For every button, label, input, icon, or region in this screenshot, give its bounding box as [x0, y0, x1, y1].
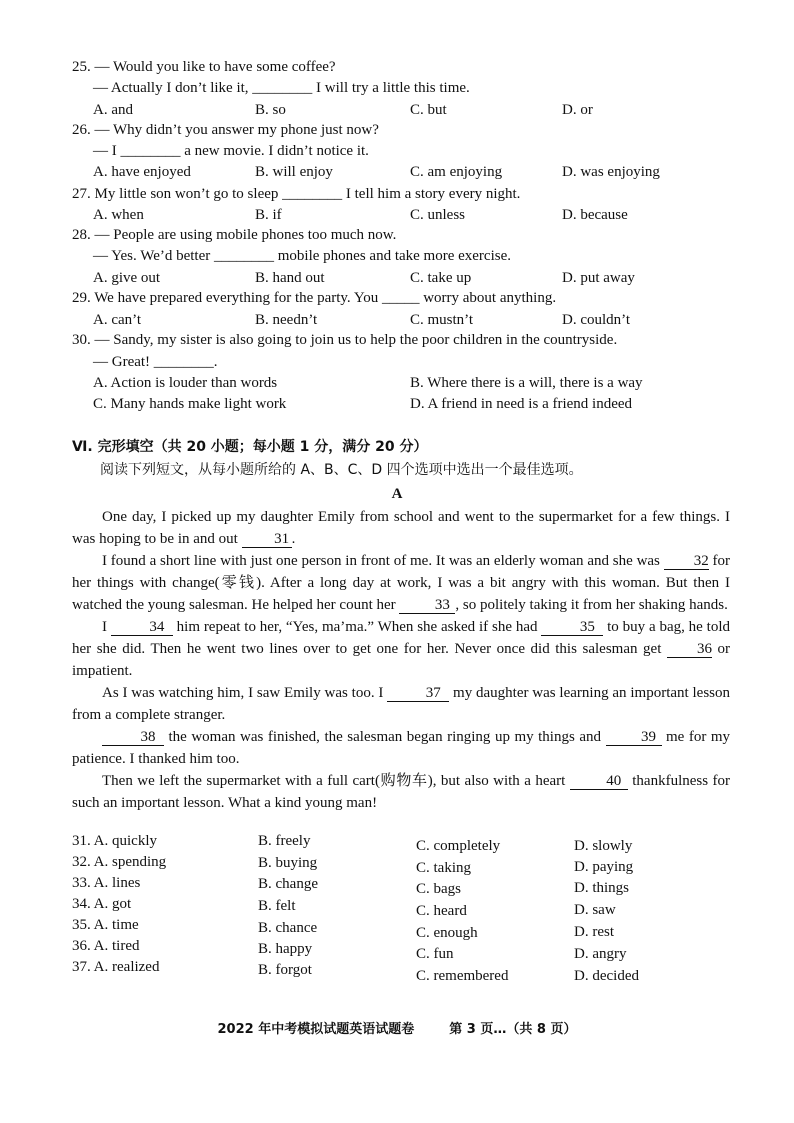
q29-option-b: B. needn’t: [255, 312, 318, 328]
q25-option-c: C. but: [410, 102, 447, 118]
section-instruction: 阅读下列短文，从每小题所给的 A、B、C、D 四个选项中选出一个最佳选项。: [100, 462, 583, 478]
passage-paragraph-6: [72, 770, 730, 814]
q26-stem: 26. — Why didn’t you answer my phone just now?: [72, 122, 379, 138]
p2-text-a: I found a short line with just one person in front of me. It was an elderly woman and she was: [102, 553, 660, 569]
p6-text-a: Then we left the supermarket with a full cart(购物车), but also with a heart: [102, 773, 566, 789]
blank-34: 34: [111, 619, 173, 636]
q29-option-c: C. mustn’t: [410, 312, 474, 328]
q28-option-c: C. take up: [410, 270, 472, 286]
q27-option-d: D. because: [562, 207, 628, 223]
q31-option-b: B. freely: [258, 833, 311, 849]
page-footer: [0, 1018, 794, 1037]
q30-option-b: B. Where there is a will, there is a way: [410, 375, 643, 391]
q34-option-a: 34. A. got: [72, 896, 132, 912]
p5-text-a: the woman was finished, the salesman began ringing up my things and: [168, 729, 601, 745]
q32-option-c: C. taking: [416, 860, 471, 876]
q25-option-b: B. so: [255, 102, 286, 118]
q34-option-d: D. saw: [574, 902, 616, 918]
q25-stem-2: — Actually I don’t like it, ________ I will try a little this time.: [93, 80, 470, 96]
q26-option-a: A. have enjoyed: [93, 164, 191, 180]
p6-text-b: thankfulness for such an important lesson. What a kind young man!: [72, 773, 731, 811]
q31-option-a: 31. A. quickly: [72, 833, 157, 849]
p2-text-b: for her things with change(零钱). After a long day at work, I was a bit angry with this woman. But then I watched the young salesman. He helped her count her: [72, 553, 730, 613]
passage-paragraph-1: [72, 506, 730, 550]
blank-32: 32: [664, 553, 709, 570]
q30-stem-2: — Great! ________.: [93, 354, 218, 370]
q36-option-d: D. angry: [574, 946, 627, 962]
q36-option-a: 36. A. tired: [72, 938, 140, 954]
q33-option-d: D. things: [574, 880, 630, 896]
q27-option-a: A. when: [93, 207, 144, 223]
section-title: Ⅵ. 完形填空（共 20 小题；每小题 1 分，满分 20 分）: [72, 439, 428, 455]
q26-option-b: B. will enjoy: [255, 164, 333, 180]
blank-37: 37: [387, 685, 449, 702]
q26-option-d: D. was enjoying: [562, 164, 660, 180]
q30-option-a: A. Action is louder than words: [93, 375, 278, 391]
q36-option-b: B. happy: [258, 941, 313, 957]
q37-option-b: B. forgot: [258, 962, 312, 978]
p2-text-c: , so politely taking it from her shaking hands.: [455, 597, 728, 613]
q32-option-a: 32. A. spending: [72, 854, 167, 870]
q31-option-d: D. slowly: [574, 838, 633, 854]
passage-label: A: [391, 486, 403, 502]
q25-option-d: D. or: [562, 102, 593, 118]
footer-exam-title: 2022 年中考模拟试题英语试题卷: [217, 1022, 415, 1037]
passage-paragraph-3: [72, 616, 730, 682]
q28-option-a: A. give out: [93, 270, 161, 286]
p3-text-a: I: [102, 619, 107, 635]
q30-stem: 30. — Sandy, my sister is also going to join us to help the poor children in the countryside.: [72, 332, 618, 348]
q28-option-b: B. hand out: [255, 270, 325, 286]
q34-option-c: C. heard: [416, 903, 467, 919]
p5-text-b: me for my patience. I thanked him too.: [72, 729, 731, 767]
blank-36: 36: [667, 641, 712, 658]
q35-option-a: 35. A. time: [72, 917, 139, 933]
passage-paragraph-4: [72, 682, 730, 726]
q27-option-b: B. if: [255, 207, 282, 223]
q30-option-d: D. A friend in need is a friend indeed: [410, 396, 633, 412]
q32-option-d: D. paying: [574, 859, 634, 875]
q33-option-b: B. change: [258, 876, 318, 892]
q29-stem: 29. We have prepared everything for the party. You _____ worry about anything.: [72, 290, 557, 306]
blank-35: 35: [541, 619, 603, 636]
blank-31: 31: [242, 531, 292, 548]
blank-40: 40: [570, 773, 628, 790]
q35-option-d: D. rest: [574, 924, 614, 940]
p1-text-a: One day, I picked up my daughter Emily from school and went to the supermarket for a few things. I was hoping to be in and out: [72, 509, 730, 547]
q28-stem: 28. — People are using mobile phones too much now.: [72, 227, 397, 243]
q35-option-b: B. chance: [258, 920, 318, 936]
q26-option-c: C. am enjoying: [410, 164, 503, 180]
passage: [72, 506, 730, 814]
q26-stem-2: — I ________ a new movie. I didn’t notice it.: [93, 143, 369, 159]
q37-option-a: 37. A. realized: [72, 959, 160, 975]
blank-38: 38: [102, 729, 164, 746]
q29-option-a: A. can’t: [93, 312, 142, 328]
q34-option-b: B. felt: [258, 898, 296, 914]
q32-option-b: B. buying: [258, 855, 318, 871]
q37-option-d: D. decided: [574, 968, 639, 984]
q28-option-d: D. put away: [562, 270, 635, 286]
q33-option-c: C. bags: [416, 881, 461, 897]
blank-39: 39: [606, 729, 662, 746]
q30-option-c: C. Many hands make light work: [93, 396, 287, 412]
p3-text-d: or impatient.: [72, 641, 730, 679]
q31-option-c: C. completely: [416, 838, 501, 854]
q25-option-a: A. and: [93, 102, 133, 118]
q25-stem: 25. — Would you like to have some coffee?: [72, 59, 336, 75]
p3-text-b: him repeat to her, “Yes, ma’ma.” When she asked if she had: [176, 619, 538, 635]
p4-text-b: my daughter was learning an important lesson from a complete stranger.: [72, 685, 730, 723]
q27-stem: 27. My little son won’t go to sleep ________ I tell him a story every night.: [72, 186, 521, 202]
q35-option-c: C. enough: [416, 925, 478, 941]
q28-stem-2: — Yes. We’d better ________ mobile phones and take more exercise.: [93, 248, 512, 264]
blank-33: 33: [399, 597, 455, 614]
passage-paragraph-5: [72, 726, 730, 770]
p4-text-a: As I was watching him, I saw Emily was too. I: [102, 685, 384, 701]
footer-page-number: 第 3 页…（共 8 页）: [449, 1022, 577, 1037]
q33-option-a: 33. A. lines: [72, 875, 141, 891]
p1-text-b: .: [291, 531, 296, 547]
q29-option-d: D. couldn’t: [562, 312, 631, 328]
p3-text-c: to buy a bag, he told her she did. Then he went two lines over to get one for her. Never once did this salesman get: [72, 619, 730, 657]
q27-option-c: C. unless: [410, 207, 466, 223]
q37-option-c: C. remembered: [416, 968, 509, 984]
passage-paragraph-2: [72, 550, 730, 616]
q36-option-c: C. fun: [416, 946, 454, 962]
